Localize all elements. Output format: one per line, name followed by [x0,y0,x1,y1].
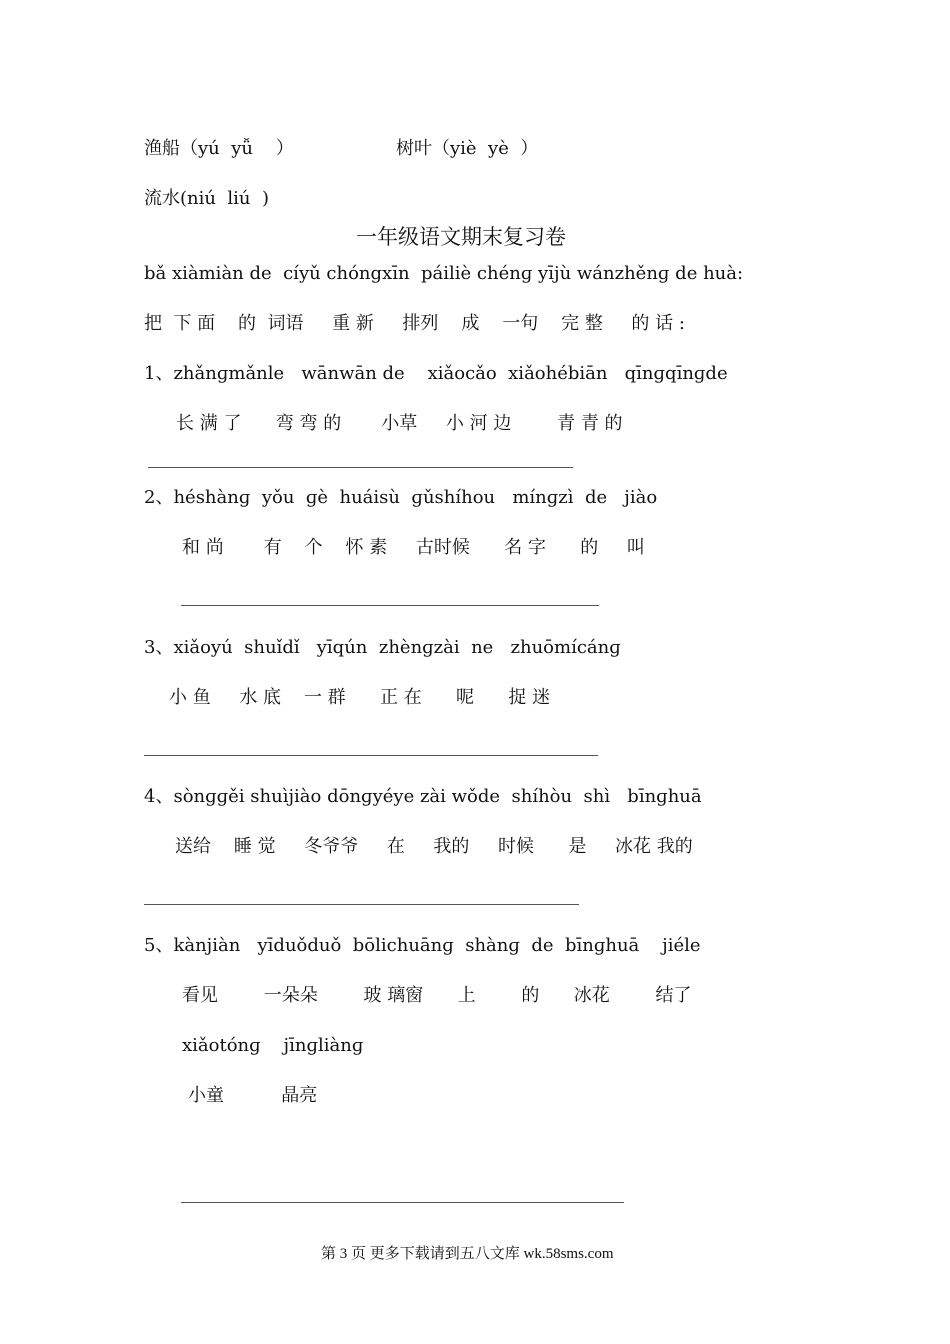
question-3-pinyin: 3、xiǎoyú shuǐdǐ yīqún zhènɡzài ne zhuōmícánɡ [144,637,621,658]
question-5-words: 看见 一朵朵 玻 璃窗 上 的 冰花 结了 [182,985,692,1006]
question-2-pinyin: 2、héshànɡ yǒu ɡè huáisù ɡǔshíhou mínɡzì de jiào [144,487,658,508]
top-item-leaf: 树叶（yiè yè ） [396,138,539,159]
top-item-flowing-water: 流水(niú liú ) [144,188,269,209]
question-1-words: 长 满 了 弯 弯 的 小草 小 河 边 青 青 的 [176,413,623,434]
page-footer: 第 3 页 更多下载请到五八文库 wk.58sms.com [321,1246,614,1262]
question-5-words-extra: 小童 晶亮 [188,1085,318,1106]
instruction-pinyin: bǎ xiàmiàn de cíyǔ chóngxīn páiliè chénɡ yījù wánzhěnɡ de huà: [144,263,744,284]
question-3-answer-line [144,755,598,756]
question-5-pinyin-extra: xiǎotónɡ jīnɡliànɡ [182,1035,364,1056]
question-4-pinyin: 4、sònɡɡěi shuìjiào dōnɡyéye zài wǒde shíhòu shì bīnɡhuā [144,786,702,807]
question-1-pinyin: 1、zhǎnɡmǎnle wānwān de xiǎocǎo xiǎohébiān qīnɡqīnɡde [144,363,728,384]
question-1-answer-line [148,467,573,468]
question-2-words: 和 尚 有 个 怀 素 古时候 名 字 的 叫 [182,537,645,558]
question-5-pinyin: 5、kànjiàn yīduǒduǒ bōlichuānɡ shànɡ de bīnɡhuā jiéle [144,935,701,956]
page-title: 一年级语文期末复习卷 [356,225,566,249]
question-3-words: 小 鱼 水 底 一 群 正 在 呢 捉 迷 [169,687,551,708]
question-4-answer-line [144,904,579,905]
instruction-chinese: 把 下 面 的 词语 重 新 排列 成 一句 完 整 的 话 : [144,313,685,334]
question-4-words: 送给 睡 觉 冬爷爷 在 我的 时候 是 冰花 我的 [175,836,693,857]
top-item-fishing-boat: 渔船（yú yǚ ） [144,138,294,159]
question-5-answer-line [181,1202,624,1203]
question-2-answer-line [181,605,599,606]
